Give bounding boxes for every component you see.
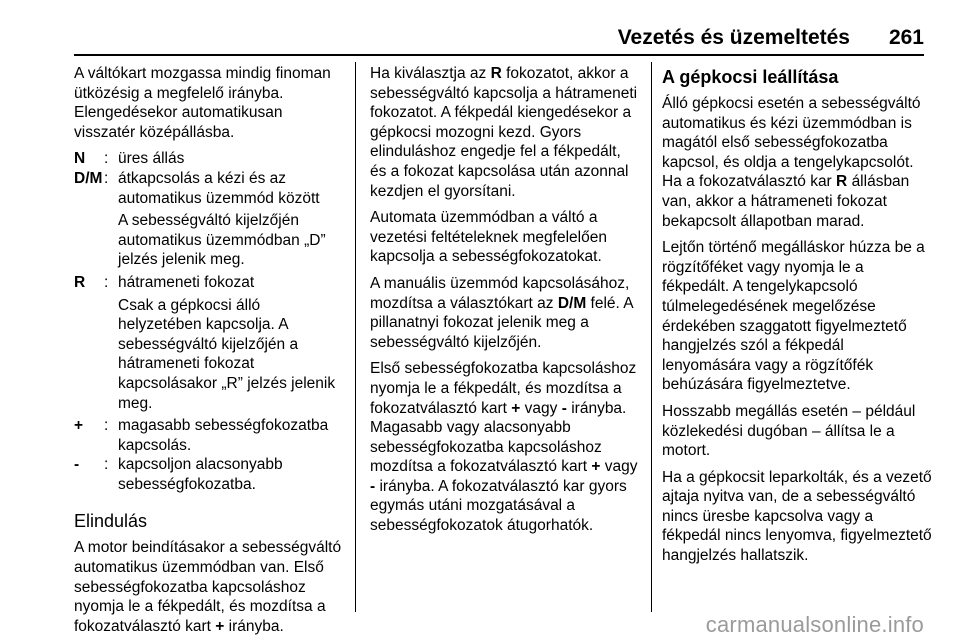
def-text: hátrameneti fokozat <box>118 273 255 291</box>
def-key: N <box>74 150 86 168</box>
parking-paragraph: Ha a gépkocsit leparkolták, és a vezető ajtaja nyitva van, de a sebességváltó nincs üresbe kapcsolva vagy a fékpedál nincs lenyomva, figyelmeztető hangjelzés hallatszik. <box>662 468 932 565</box>
column-2 <box>370 64 640 543</box>
def-text: magasabb sebességfokozatba kapcsolás. <box>118 417 329 454</box>
def-key: + <box>74 417 84 435</box>
def-colon: : <box>104 417 109 435</box>
def-text: üres állás <box>118 150 185 168</box>
def-colon: : <box>104 273 109 291</box>
page-header <box>0 0 960 54</box>
first-gear-paragraph: Első sebességfokozatba kapcsoláshoz nyomja le a fékpedált, és mozdítsa a fokozatválasztó kart + vagy - irányba. Magasabb vagy alacsonyabb sebességfokozatba kapcsoláshoz mozdítsa a fokozatválasztó kart + vagy - irányba. A fokozatválasztó kar gyors egymás utáni mozgatásával a sebességfokozatok átugorhatók. <box>370 360 638 535</box>
def-minus <box>74 455 346 494</box>
start-paragraph: A motor beindításakor a sebességváltó automatikus üzemmódban van. Első sebességfokozatba kapcsoláshoz nyomja le a fékpedált, és mozdítsa a fokozatválasztó kart + irányba. <box>74 539 342 635</box>
def-note: A sebességváltó kijelzőjén automatikus üzemmódban „D” jelzés jelenik meg. <box>118 212 326 269</box>
slope-paragraph: Lejtőn történő megálláskor húzza be a rögzítőféket vagy nyomja le a fékpedált. A tengelykapcsoló túlmelegedésének megelőzése érdekében szaggatott figyelmeztető hangjelzés szól a fékpedál lenyomására vagy a rögzítőfék behúzására figyelmeztetve. <box>662 239 925 394</box>
def-text: kapcsoljon alacsonyabb sebességfokozatba. <box>118 456 283 493</box>
intro-paragraph: A váltókart mozgassa mindig finoman ütközésig a megfelelő irányba. Elengedésekor automatikusan visszatér középállásba. <box>74 65 331 141</box>
section-heading: A gépkocsi leállítása <box>662 67 839 87</box>
def-key: D/M <box>74 169 103 187</box>
def-text: átkapcsolás a kézi és az automatikus üzemmód között <box>118 169 320 207</box>
def-dm <box>74 169 346 208</box>
column-divider-2 <box>651 62 652 612</box>
reverse-paragraph: Ha kiválasztja az R fokozatot, akkor a sebességváltó kapcsolja a hátrameneti fokozatot. A fékpedál kiengedésekor a gépkocsi mozogni kezd. Gyors elinduláshoz engedje fel a fékpedált, és a fokozat kapcsolása után azonnal kezdjen el gyorsítani. <box>370 65 638 200</box>
def-colon: : <box>104 150 109 168</box>
def-n <box>74 149 346 169</box>
auto-mode-paragraph: Automata üzemmódban a váltó a vezetési feltételeknek megfelelően kapcsolja a sebességfokozatokat. <box>370 209 607 266</box>
header-divider <box>74 54 924 56</box>
page-number: 261 <box>888 26 924 49</box>
watermark: carmanualsonline.info <box>705 612 924 637</box>
column-1 <box>74 64 346 643</box>
manual-mode-paragraph: A manuális üzemmód kapcsolásához, mozdítsa a választókart az D/M felé. A pillanatnyi fokozat jelenik meg a sebességváltó kijelzőjén. <box>370 274 633 351</box>
def-colon: : <box>104 456 109 474</box>
def-note: Csak a gépkocsi álló helyzetében kapcsolja. A sebességváltó kijelzőjén a hátrameneti fokozat kapcsolásakor „R” jelzés jelenik meg. <box>118 296 336 412</box>
long-stop-paragraph: Hosszabb megállás esetén – például közlekedési dugóban – állítsa le a motort. <box>662 402 916 460</box>
section-heading: Elindulás <box>74 511 148 532</box>
def-colon: : <box>104 169 109 187</box>
def-key: - <box>74 456 80 474</box>
stopping-paragraph: Álló gépkocsi esetén a sebességváltó automatikus és kézi üzemmódban is magától első sebességfokozatba kapcsol, és oldja a tengelykapcsolót. Ha a fokozatválasztó kar R állásban van, akkor a hátrameneti fokozat bekapcsolt állapotban marad. <box>662 95 921 230</box>
column-divider-1 <box>355 62 356 612</box>
column-3 <box>662 64 932 573</box>
def-plus <box>74 416 346 455</box>
def-r <box>74 273 346 293</box>
page-title: Vezetés és üzemeltetés <box>617 26 850 49</box>
def-key: R <box>74 273 86 291</box>
